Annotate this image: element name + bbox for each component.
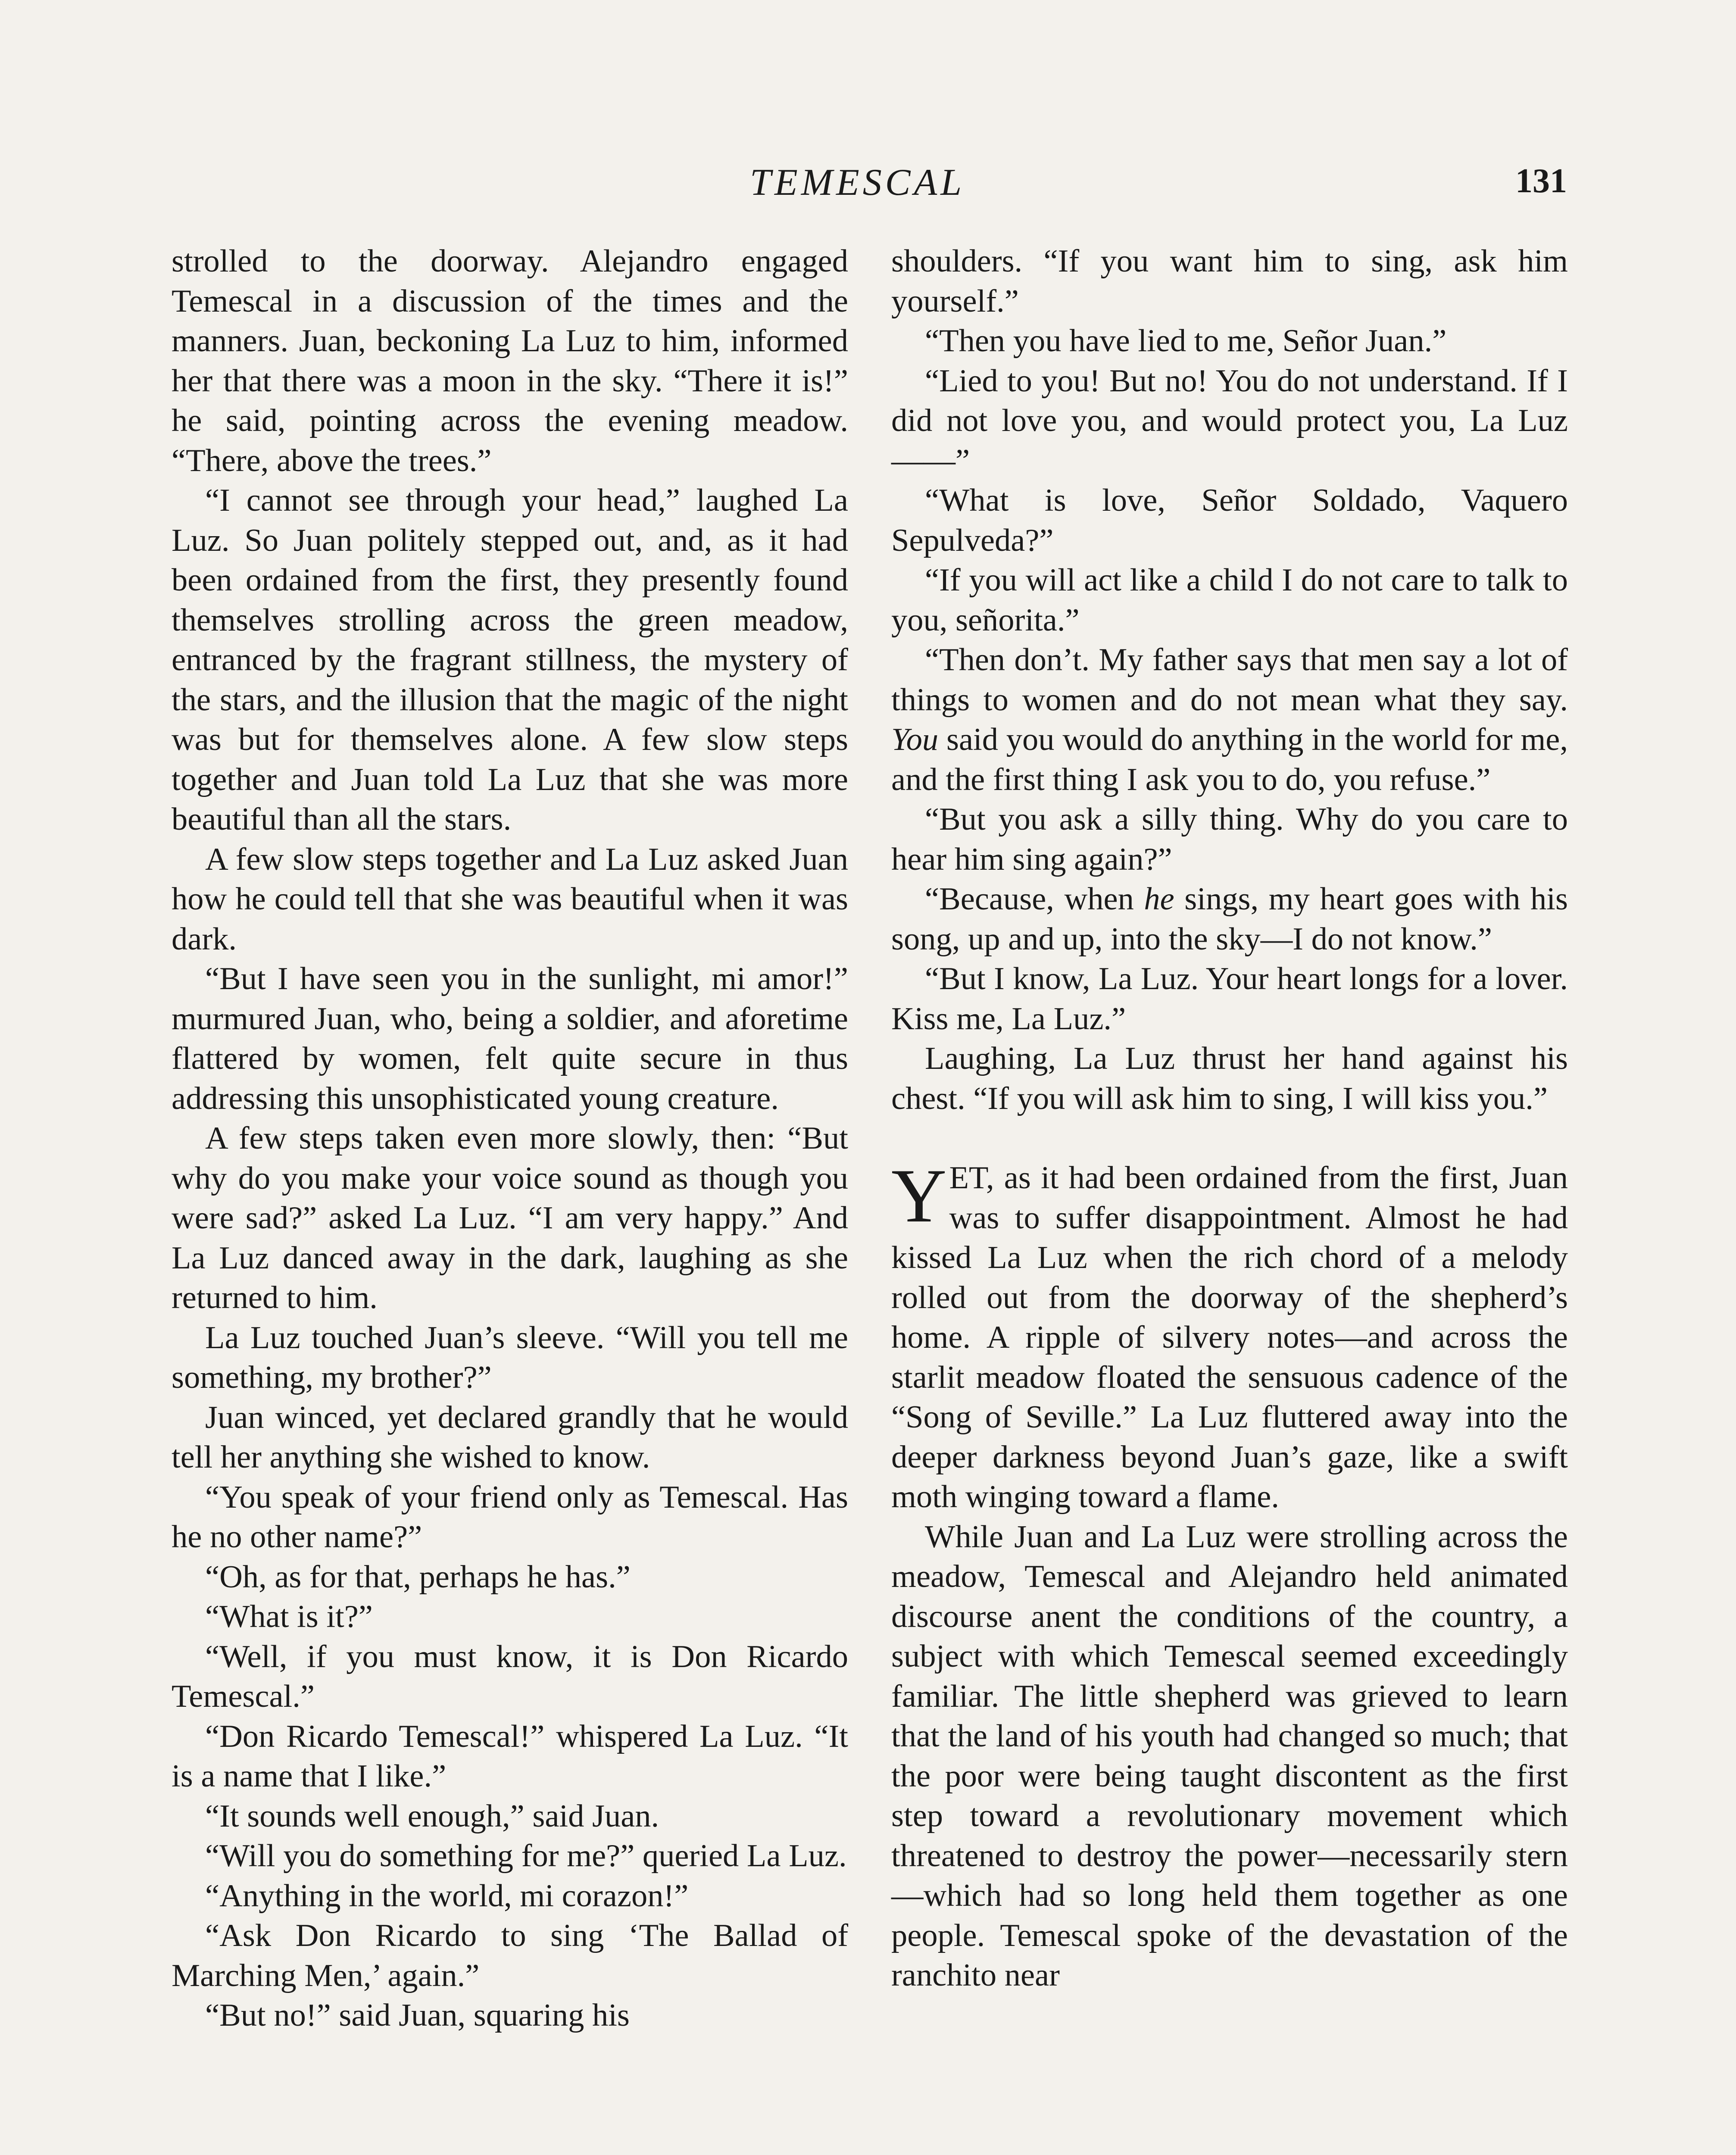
paragraph <box>891 879 1568 959</box>
paragraph: Juan winced, yet declared grandly that he would tell her anything she wished to know. <box>172 1399 848 1475</box>
section-break <box>891 1118 1568 1158</box>
paragraph: “Anything in the world, mi corazon!” <box>205 1878 689 1914</box>
paragraph: “You speak of your friend only as Temescal. Has he no other name?” <box>172 1479 848 1555</box>
emphasis-text: he <box>1144 881 1174 917</box>
paragraph: “I cannot see through your head,” laughed La Luz. So Juan politely stepped out, and, as it had been ordained from the first, they presently found themselves strolling across the green meadow, entranced by the fragrant stillness, the mystery of the stars, and the illusion that the magic of the night was but for themselves alone. A few slow steps together and Juan told La Luz that she was more beautiful than all the stars. <box>172 483 848 837</box>
paragraph: “It sounds well enough,” said Juan. <box>205 1798 659 1834</box>
text-run: as it had been ordained from the first, Juan was to suffer disappointment. Almost he had kissed La Luz when the rich chord of a melody rolled out from the doorway of the shepherd’s home. A ripple of silvery notes—and across the starlit meadow floated the sensuous cadence of the “Song of Seville.” La Luz fluttered away into the deeper darkness beyond Juan’s gaze, like a swift moth winging toward a flame. <box>891 1160 1568 1515</box>
paragraph: “Ask Don Ricardo to sing ‘The Ballad of Marching Men,’ again.” <box>172 1918 848 1993</box>
paragraph: “Will you do something for me?” queried La Luz. <box>205 1838 847 1874</box>
paragraph: “Oh, as for that, perhaps he has.” <box>205 1559 631 1595</box>
text-run: “Because, when <box>925 881 1144 917</box>
paragraph: “Then you have lied to me, Señor Juan.” <box>925 323 1447 359</box>
paragraph: “But I know, La Luz. Your heart longs for a lover. Kiss me, La Luz.” <box>891 961 1568 1037</box>
running-title: TEMESCAL <box>750 162 965 203</box>
paragraph: A few steps taken even more slowly, then: “But why do you make your voice sound as though you were sad?” asked La Luz. “I am very happy.” And La Luz danced away in the dark, laughing as she returned to him. <box>172 1121 848 1315</box>
paragraph: “Lied to you! But no! You do not understand. If I did not love you, and would protect you, La Luz——” <box>891 363 1568 478</box>
paragraph: “What is love, Señor Soldado, Vaquero Sepulveda?” <box>891 483 1568 558</box>
paragraph: “But no!” said Juan, squaring his <box>205 1998 630 2033</box>
paragraph: “Don Ricardo Temescal!” whispered La Luz. “It is a name that I like.” <box>172 1718 848 1794</box>
paragraph: La Luz touched Juan’s sleeve. “Will you tell me something, my brother?” <box>172 1320 848 1395</box>
paragraph: strolled to the doorway. Alejandro engaged Temescal in a discussion of the times and the manners. Juan, beckoning La Luz to him, informed her that there was a moon in the sky. “There it is!” he said, pointing across the evening meadow. “There, above the trees.” <box>172 244 848 478</box>
paragraph: While Juan and La Luz were strolling across the meadow, Temescal and Alejandro held animated discourse anent the conditions of the country, a subject with which Temescal seemed exceedingly familiar. The little shepherd was grieved to learn that the land of his youth had changed so much; that the poor were being taught discontent as the first step toward a revolutionary movement which threatened to destroy the power—necessarily stern—which had so long held them together as one people. Temescal spoke of the devastation of the ranchito near <box>891 1519 1568 1993</box>
paragraph: Laughing, La Luz thrust her hand against his chest. “If you will ask him to sing, I will kiss you.” <box>891 1041 1568 1116</box>
text-run: “Then don’t. My father says that men say a lot of things to women and do not mean what they say. <box>891 642 1568 718</box>
paragraph <box>891 640 1568 800</box>
emphasis-text: You <box>891 722 939 757</box>
text-run: sings, my heart goes with his song, up and up, into the sky—I do not know.” <box>891 881 1568 957</box>
text-run: said you would do anything in the world for me, and the first thing I ask you to do, you refuse.” <box>891 722 1568 797</box>
right-column <box>891 241 1568 1996</box>
page-number: 131 <box>1515 162 1567 200</box>
paragraph: “But I have seen you in the sunlight, mi amor!” murmured Juan, who, being a soldier, and aforetime flattered by women, felt quite secure in thus addressing this unsophisticated young creature. <box>172 961 848 1116</box>
paragraph: “Well, if you must know, it is Don Ricardo Temescal.” <box>172 1639 848 1714</box>
drop-cap: Y <box>891 1153 947 1238</box>
left-column <box>172 241 848 2036</box>
paragraph: “But you ask a silly thing. Why do you care to hear him sing again?” <box>891 802 1568 877</box>
paragraph: “What is it?” <box>205 1599 373 1634</box>
paragraph: A few slow steps together and La Luz asked Juan how he could tell that she was beautiful when it was dark. <box>172 841 848 957</box>
paragraph: “If you will act like a child I do not care to talk to you, señorita.” <box>891 562 1568 638</box>
lead-caps: ET, <box>949 1160 994 1196</box>
section-opening-paragraph <box>891 1153 1568 1517</box>
paragraph: shoulders. “If you want him to sing, ask him yourself.” <box>891 244 1568 319</box>
